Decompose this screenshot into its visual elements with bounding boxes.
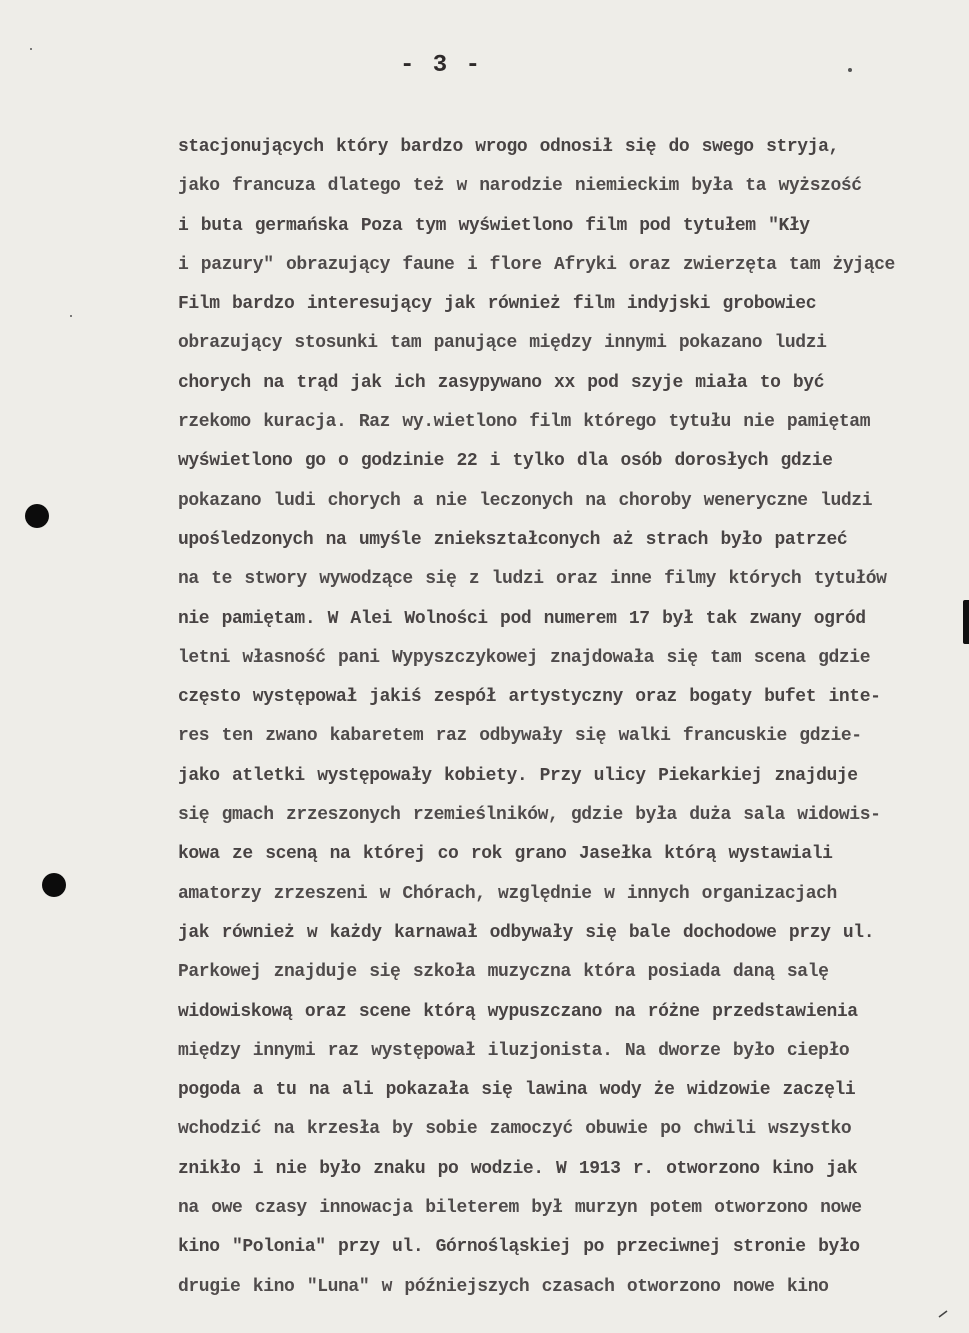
- text-line: kowa ze sceną na której co rok grano Jasełka którą wystawiali: [178, 844, 833, 865]
- text-line: widowiskową oraz scene którą wypuszczano na różne przedstawienia: [178, 1001, 858, 1022]
- text-line: wyświetlono go o godzinie 22 i tylko dla osób dorosłych gdzie: [178, 451, 833, 472]
- text-line: drugie kino "Luna" w późniejszych czasach otworzono nowe kino: [178, 1276, 829, 1297]
- text-line: obrazujący stosunki tam panujące między innymi pokazano ludzi: [178, 333, 827, 354]
- text-line: pokazano ludi chorych a nie leczonych na choroby weneryczne ludzi: [178, 490, 873, 511]
- typewritten-text: [178, 128, 968, 1307]
- punch-hole: [42, 873, 66, 897]
- text-line: się gmach zrzeszonych rzemieślników, gdzie była duża sala widowis-: [178, 805, 881, 826]
- text-line: rzekomo kuracja. Raz wy.wietlono film którego tytułu nie pamiętam: [178, 412, 871, 433]
- text-line: res ten zwano kabaretem raz odbywały się walki francuskie gdzie-: [178, 726, 862, 747]
- text-line: chorych na trąd jak ich zasypywano xx pod szyje miała to być: [178, 372, 825, 393]
- punch-hole: [25, 504, 49, 528]
- text-line: Parkowej znajduje się szkoła muzyczna która posiada daną salę: [178, 962, 829, 983]
- text-line: często występował jakiś zespół artystyczny oraz bogaty bufet inte-: [178, 687, 881, 708]
- text-line: jako francuza dlatego też w narodzie niemieckim była ta wyższość: [178, 176, 862, 197]
- text-line: jak również w każdy karnawał odbywały się bale dochodowe przy ul.: [178, 922, 875, 943]
- ink-speck: [70, 315, 72, 317]
- ink-speck: [848, 68, 852, 72]
- text-line: i buta germańska Poza tym wyświetlono film pod tytułem "Kły: [178, 215, 810, 236]
- edge-mark: [963, 600, 969, 644]
- page-number: - 3 -: [400, 52, 483, 79]
- text-line: na owe czasy innowacja bileterem był murzyn potem otworzono nowe: [178, 1198, 862, 1219]
- text-line: kino "Polonia" przy ul. Górnośląskiej po przeciwnej stronie było: [178, 1237, 860, 1258]
- text-line: jako atletki występowały kobiety. Przy ulicy Piekarkiej znajduje: [178, 765, 858, 786]
- text-line: nie pamiętam. W Alei Wolności pod numerem 17 był tak zwany ogród: [178, 608, 866, 629]
- text-line: letni własność pani Wypyszczykowej znajdowała się tam scena gdzie: [178, 647, 871, 668]
- text-line: między innymi raz występował iluzjonista. Na dworze było ciepło: [178, 1040, 850, 1061]
- text-line: stacjonujących który bardzo wrogo odnosił się do swego stryja,: [178, 137, 839, 157]
- text-line: wchodzić na krzesła by sobie zamoczyć obuwie po chwili wszystko: [178, 1119, 852, 1140]
- text-line: upośledzonych na umyśle zniekształconych aż strach było patrzeć: [178, 529, 848, 550]
- ink-speck: [30, 48, 32, 50]
- text-line: pogoda a tu na ali pokazała się lawina wody że widzowie zaczęli: [178, 1080, 856, 1101]
- text-line: na te stwory wywodzące się z ludzi oraz inne filmy których tytułów: [178, 569, 887, 590]
- text-line: znikło i nie było znaku po wodzie. W 1913 r. otworzono kino jak: [178, 1158, 858, 1179]
- text-line: i pazury" obrazujący faune i flore Afryki oraz zwierzęta tam żyjące: [178, 254, 895, 275]
- text-line: Film bardzo interesujący jak również film indyjski grobowiec: [178, 294, 817, 315]
- pencil-mark: [938, 1310, 948, 1318]
- text-line: amatorzy zrzeszeni w Chórach, względnie w innych organizacjach: [178, 883, 837, 904]
